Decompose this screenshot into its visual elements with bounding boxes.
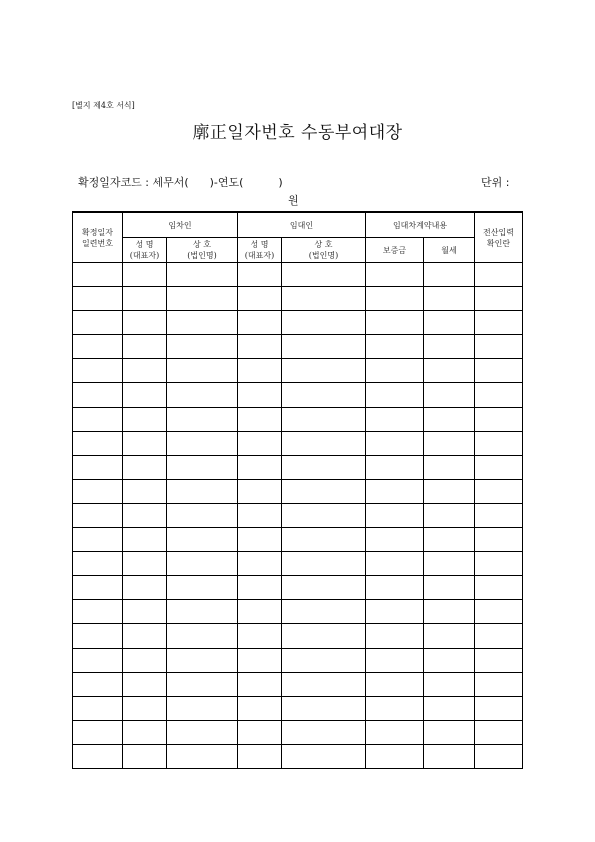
table-cell[interactable] bbox=[123, 383, 167, 407]
table-cell[interactable] bbox=[123, 720, 167, 744]
table-cell[interactable] bbox=[366, 383, 424, 407]
table-cell[interactable] bbox=[424, 455, 475, 479]
register-table bbox=[72, 211, 523, 769]
page-title: 廓正일자번호 수동부여대장 bbox=[192, 123, 403, 143]
table-cell[interactable] bbox=[282, 528, 366, 552]
table-cell[interactable] bbox=[123, 672, 167, 696]
table-cell[interactable] bbox=[424, 720, 475, 744]
table-cell[interactable] bbox=[123, 648, 167, 672]
header-lessor: 임대인 bbox=[238, 212, 366, 238]
table-cell[interactable] bbox=[366, 503, 424, 527]
table-cell[interactable] bbox=[238, 335, 282, 359]
table-cell[interactable] bbox=[73, 407, 123, 431]
table-cell[interactable] bbox=[475, 720, 523, 744]
table-row bbox=[73, 576, 523, 600]
table-cell[interactable] bbox=[282, 552, 366, 576]
table-cell[interactable] bbox=[282, 696, 366, 720]
table-cell[interactable] bbox=[167, 431, 238, 455]
table-row bbox=[73, 287, 523, 311]
table-cell[interactable] bbox=[282, 455, 366, 479]
table-cell[interactable] bbox=[167, 600, 238, 624]
table-cell[interactable] bbox=[366, 720, 424, 744]
table-cell[interactable] bbox=[123, 311, 167, 335]
table-cell[interactable] bbox=[282, 311, 366, 335]
table-cell[interactable] bbox=[238, 696, 282, 720]
table-cell[interactable] bbox=[424, 263, 475, 287]
table-cell[interactable] bbox=[366, 335, 424, 359]
table-cell[interactable] bbox=[123, 696, 167, 720]
table-cell[interactable] bbox=[167, 552, 238, 576]
table-cell[interactable] bbox=[282, 407, 366, 431]
table-cell[interactable] bbox=[366, 624, 424, 648]
table-cell[interactable] bbox=[424, 311, 475, 335]
unit-label: 단위 : bbox=[481, 176, 510, 189]
table-cell[interactable] bbox=[167, 359, 238, 383]
table-cell[interactable] bbox=[123, 455, 167, 479]
table-cell[interactable] bbox=[424, 600, 475, 624]
table-cell[interactable] bbox=[238, 383, 282, 407]
header-input-confirmation: 전산입력 확인란 bbox=[475, 212, 523, 263]
table-cell[interactable] bbox=[282, 720, 366, 744]
table-cell[interactable] bbox=[167, 696, 238, 720]
header-lessee-trade-name: 상 호 (법인명) bbox=[167, 238, 238, 263]
table-row bbox=[73, 311, 523, 335]
table-row bbox=[73, 455, 523, 479]
table-row bbox=[73, 383, 523, 407]
table-cell[interactable] bbox=[475, 552, 523, 576]
table-cell[interactable] bbox=[366, 311, 424, 335]
table-cell[interactable] bbox=[475, 455, 523, 479]
table-cell[interactable] bbox=[238, 528, 282, 552]
table-cell[interactable] bbox=[475, 263, 523, 287]
table-cell[interactable] bbox=[73, 479, 123, 503]
table-cell[interactable] bbox=[238, 479, 282, 503]
table-cell[interactable] bbox=[123, 263, 167, 287]
table-cell[interactable] bbox=[73, 600, 123, 624]
table-cell[interactable] bbox=[475, 744, 523, 768]
table-cell[interactable] bbox=[167, 744, 238, 768]
table-row bbox=[73, 720, 523, 744]
table-cell[interactable] bbox=[73, 383, 123, 407]
table-row bbox=[73, 696, 523, 720]
table-row bbox=[73, 335, 523, 359]
table-cell[interactable] bbox=[475, 672, 523, 696]
table-cell[interactable] bbox=[238, 263, 282, 287]
table-cell[interactable] bbox=[73, 311, 123, 335]
table-row bbox=[73, 263, 523, 287]
header-contract-details: 임대차계약내용 bbox=[366, 212, 475, 238]
table-cell[interactable] bbox=[475, 479, 523, 503]
table-cell[interactable] bbox=[167, 263, 238, 287]
table-cell[interactable] bbox=[73, 624, 123, 648]
table-cell[interactable] bbox=[73, 672, 123, 696]
table-cell[interactable] bbox=[475, 383, 523, 407]
table-cell[interactable] bbox=[73, 335, 123, 359]
table-row bbox=[73, 672, 523, 696]
table-cell[interactable] bbox=[123, 503, 167, 527]
table-cell[interactable] bbox=[366, 263, 424, 287]
table-cell[interactable] bbox=[73, 648, 123, 672]
table-cell[interactable] bbox=[424, 744, 475, 768]
table-cell[interactable] bbox=[238, 359, 282, 383]
table-cell[interactable] bbox=[123, 359, 167, 383]
table-cell[interactable] bbox=[238, 600, 282, 624]
table-cell[interactable] bbox=[167, 648, 238, 672]
header-monthly-rent: 월세 bbox=[424, 238, 475, 263]
table-cell[interactable] bbox=[123, 479, 167, 503]
table-cell[interactable] bbox=[73, 576, 123, 600]
table-cell[interactable] bbox=[238, 624, 282, 648]
table-cell[interactable] bbox=[282, 335, 366, 359]
table-cell[interactable] bbox=[238, 287, 282, 311]
table-cell[interactable] bbox=[366, 744, 424, 768]
table-cell[interactable] bbox=[167, 720, 238, 744]
table-row bbox=[73, 744, 523, 768]
table-cell[interactable] bbox=[366, 552, 424, 576]
header-row-1 bbox=[73, 212, 523, 238]
table-row bbox=[73, 648, 523, 672]
table-cell[interactable] bbox=[282, 431, 366, 455]
table-cell[interactable] bbox=[73, 287, 123, 311]
table-cell[interactable] bbox=[238, 672, 282, 696]
table-cell[interactable] bbox=[366, 672, 424, 696]
table-cell[interactable] bbox=[475, 311, 523, 335]
table-cell[interactable] bbox=[475, 407, 523, 431]
form-label: [별지 제4호 서식] bbox=[72, 101, 135, 110]
table-cell[interactable] bbox=[366, 407, 424, 431]
table-cell[interactable] bbox=[73, 431, 123, 455]
table-row bbox=[73, 479, 523, 503]
table-cell[interactable] bbox=[282, 648, 366, 672]
table-cell[interactable] bbox=[475, 335, 523, 359]
table-cell[interactable] bbox=[424, 648, 475, 672]
table-cell[interactable] bbox=[167, 528, 238, 552]
table-cell[interactable] bbox=[282, 600, 366, 624]
table-cell[interactable] bbox=[424, 696, 475, 720]
confirmation-code-line: 확정일자코드 : 세무서( )-연도( ) bbox=[78, 176, 283, 189]
table-cell[interactable] bbox=[73, 720, 123, 744]
table-cell[interactable] bbox=[238, 576, 282, 600]
table-cell[interactable] bbox=[167, 383, 238, 407]
table-cell[interactable] bbox=[475, 503, 523, 527]
table-cell[interactable] bbox=[424, 407, 475, 431]
table-cell[interactable] bbox=[238, 648, 282, 672]
table-row bbox=[73, 431, 523, 455]
table-cell[interactable] bbox=[123, 335, 167, 359]
table-cell[interactable] bbox=[282, 479, 366, 503]
table-cell[interactable] bbox=[424, 672, 475, 696]
table-cell[interactable] bbox=[238, 311, 282, 335]
table-cell[interactable] bbox=[424, 335, 475, 359]
table-row bbox=[73, 552, 523, 576]
table-cell[interactable] bbox=[475, 287, 523, 311]
table-cell[interactable] bbox=[282, 263, 366, 287]
table-cell[interactable] bbox=[73, 696, 123, 720]
table-cell[interactable] bbox=[282, 359, 366, 383]
table-cell[interactable] bbox=[475, 528, 523, 552]
table-cell[interactable] bbox=[123, 600, 167, 624]
table-cell[interactable] bbox=[424, 624, 475, 648]
table-cell[interactable] bbox=[238, 455, 282, 479]
table-cell[interactable] bbox=[366, 359, 424, 383]
table-cell[interactable] bbox=[475, 696, 523, 720]
table-cell[interactable] bbox=[167, 455, 238, 479]
table-row bbox=[73, 600, 523, 624]
table-cell[interactable] bbox=[238, 720, 282, 744]
table-cell[interactable] bbox=[366, 455, 424, 479]
table-cell[interactable] bbox=[366, 576, 424, 600]
table-cell[interactable] bbox=[366, 528, 424, 552]
table-cell[interactable] bbox=[167, 576, 238, 600]
table-cell[interactable] bbox=[366, 600, 424, 624]
table-cell[interactable] bbox=[73, 359, 123, 383]
table-cell[interactable] bbox=[73, 552, 123, 576]
table-cell[interactable] bbox=[73, 455, 123, 479]
header-lessee: 임차인 bbox=[123, 212, 238, 238]
table-cell[interactable] bbox=[123, 407, 167, 431]
table-row bbox=[73, 624, 523, 648]
table-row bbox=[73, 407, 523, 431]
table-cell[interactable] bbox=[123, 552, 167, 576]
table-row bbox=[73, 503, 523, 527]
table-cell[interactable] bbox=[123, 287, 167, 311]
header-lessor-name: 성 명 (대표자) bbox=[238, 238, 282, 263]
header-row-2 bbox=[73, 238, 523, 263]
table-cell[interactable] bbox=[123, 576, 167, 600]
table-cell[interactable] bbox=[282, 287, 366, 311]
table-cell[interactable] bbox=[167, 311, 238, 335]
table-cell[interactable] bbox=[424, 431, 475, 455]
table-cell[interactable] bbox=[167, 287, 238, 311]
table-cell[interactable] bbox=[73, 503, 123, 527]
table-cell[interactable] bbox=[424, 552, 475, 576]
table-cell[interactable] bbox=[238, 744, 282, 768]
table-cell[interactable] bbox=[475, 576, 523, 600]
table-cell[interactable] bbox=[366, 696, 424, 720]
header-deposit: 보증금 bbox=[366, 238, 424, 263]
table-cell[interactable] bbox=[424, 503, 475, 527]
table-cell[interactable] bbox=[167, 479, 238, 503]
table-cell[interactable] bbox=[167, 335, 238, 359]
table-cell[interactable] bbox=[282, 744, 366, 768]
table-cell[interactable] bbox=[123, 624, 167, 648]
table-cell[interactable] bbox=[424, 287, 475, 311]
header-lessor-trade-name: 상 호 (법인명) bbox=[282, 238, 366, 263]
table-cell[interactable] bbox=[238, 552, 282, 576]
unit-value: 원 bbox=[288, 194, 299, 207]
table-cell[interactable] bbox=[238, 431, 282, 455]
table-cell[interactable] bbox=[238, 407, 282, 431]
table-row bbox=[73, 359, 523, 383]
table-cell[interactable] bbox=[424, 528, 475, 552]
table-cell[interactable] bbox=[238, 503, 282, 527]
table-cell[interactable] bbox=[73, 263, 123, 287]
table-cell[interactable] bbox=[73, 744, 123, 768]
table-cell[interactable] bbox=[366, 431, 424, 455]
table-cell[interactable] bbox=[282, 672, 366, 696]
table-cell[interactable] bbox=[424, 383, 475, 407]
table-cell[interactable] bbox=[475, 359, 523, 383]
table-cell[interactable] bbox=[366, 479, 424, 503]
header-lessee-name: 성 명 (대표자) bbox=[123, 238, 167, 263]
table-cell[interactable] bbox=[167, 672, 238, 696]
table-cell[interactable] bbox=[282, 383, 366, 407]
table-cell[interactable] bbox=[475, 624, 523, 648]
table-cell[interactable] bbox=[424, 479, 475, 503]
table-cell[interactable] bbox=[366, 648, 424, 672]
table-cell[interactable] bbox=[475, 600, 523, 624]
table-cell[interactable] bbox=[123, 744, 167, 768]
table-cell[interactable] bbox=[424, 576, 475, 600]
table-cell[interactable] bbox=[167, 503, 238, 527]
table-cell[interactable] bbox=[366, 287, 424, 311]
table-cell[interactable] bbox=[167, 407, 238, 431]
table-cell[interactable] bbox=[475, 648, 523, 672]
table-cell[interactable] bbox=[282, 576, 366, 600]
table-cell[interactable] bbox=[282, 503, 366, 527]
table-row bbox=[73, 528, 523, 552]
register-body bbox=[73, 263, 523, 769]
header-serial-number: 확정일자 일련번호 bbox=[73, 212, 123, 263]
table-cell[interactable] bbox=[424, 359, 475, 383]
table-cell[interactable] bbox=[123, 431, 167, 455]
table-cell[interactable] bbox=[123, 528, 167, 552]
table-cell[interactable] bbox=[475, 431, 523, 455]
table-cell[interactable] bbox=[282, 624, 366, 648]
table-cell[interactable] bbox=[167, 624, 238, 648]
table-cell[interactable] bbox=[73, 528, 123, 552]
